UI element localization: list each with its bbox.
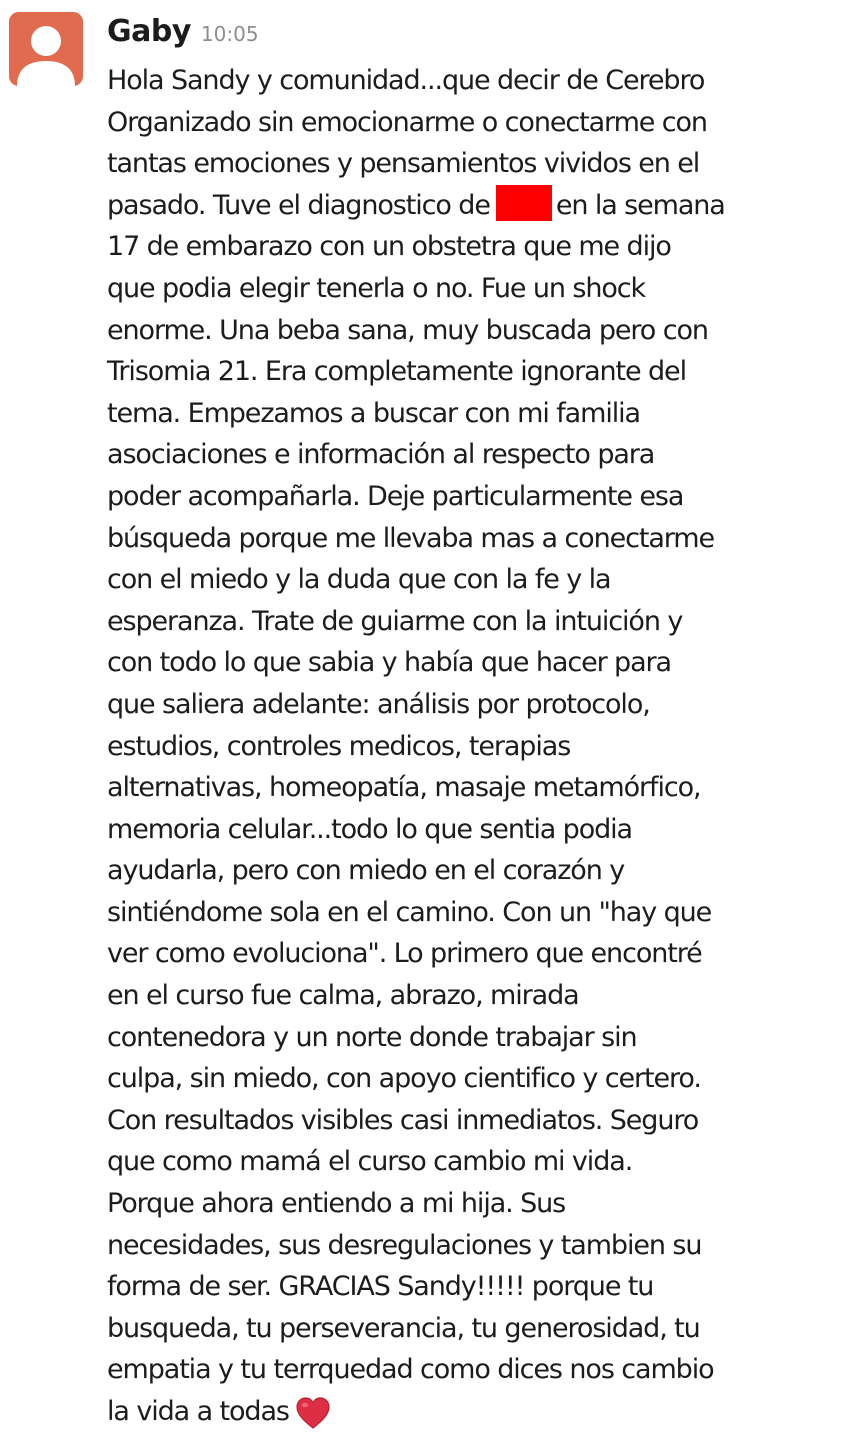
message-line: con el miedo y la duda que con la fe y la	[107, 564, 611, 596]
message-line: que como mamá el curso cambio mi vida.	[107, 1146, 633, 1178]
sender-name[interactable]: Gaby	[107, 14, 191, 49]
message-line: necesidades, sus desregulaciones y tambien su	[107, 1229, 702, 1261]
message-line: Organizado sin emocionarme o conectarme con	[107, 106, 707, 138]
message-line: enorme. Una beba sana, muy buscada pero con	[107, 314, 708, 346]
message-header	[107, 14, 259, 58]
message-line: empatia y tu terrquedad como dices nos cambio	[107, 1354, 714, 1386]
redaction-box	[496, 185, 552, 221]
message-line: ver como evoluciona". Lo primero que encontré	[107, 938, 702, 970]
message-line-redacted	[107, 185, 842, 227]
message-line: busqueda, tu perseverancia, tu generosidad, tu	[107, 1312, 700, 1344]
message-line: con todo lo que sabia y había que hacer para	[107, 647, 671, 679]
message-line: asociaciones e información al respecto para	[107, 439, 655, 471]
message-line: Trisomia 21. Era completamente ignorante del	[107, 356, 686, 388]
message-line: 17 de embarazo con un obstetra que me dijo	[107, 231, 671, 263]
message-line: sintiéndome sola en el camino. Con un "hay que	[107, 896, 712, 928]
message-line: tantas emociones y pensamientos vividos en el	[107, 148, 700, 180]
message-line: alternativas, homeopatía, masaje metamórfico,	[107, 772, 701, 804]
message-line: ayudarla, pero con miedo en el corazón y	[107, 855, 625, 887]
message-line: en el curso fue calma, abrazo, mirada	[107, 980, 579, 1012]
message-line-segment: pasado. Tuve el diagnostico de	[107, 189, 490, 221]
message-body	[107, 60, 842, 1433]
message-line: tema. Empezamos a buscar con mi familia	[107, 397, 640, 429]
message-line: memoria celular...todo lo que sentia podia	[107, 813, 632, 845]
message-line: Porque ahora entiendo a mi hija. Sus	[107, 1188, 566, 1220]
message-line: Con resultados visibles casi inmediatos. Seguro	[107, 1104, 699, 1136]
message-line: culpa, sin miedo, con apoyo cientifico y certero.	[107, 1063, 701, 1095]
message-line-last	[107, 1391, 842, 1433]
message-line: que saliera adelante: análisis por protocolo,	[107, 688, 650, 720]
message-line: forma de ser. GRACIAS Sandy!!!!! porque tu	[107, 1271, 654, 1303]
message-line: que podia elegir tenerla o no. Fue un shock	[107, 272, 646, 304]
avatar[interactable]	[9, 12, 83, 86]
default-user-avatar-icon	[9, 12, 83, 86]
message-line-segment: la vida a todas	[107, 1396, 289, 1427]
message-line: estudios, controles medicos, terapias	[107, 730, 571, 762]
message-line: Hola Sandy y comunidad...que decir de Cerebro	[107, 65, 705, 96]
message-line: esperanza. Trate de guiarme con la intuición y	[107, 605, 683, 637]
message-timestamp[interactable]: 10:05	[200, 22, 259, 46]
heart-emoji-icon	[295, 1396, 331, 1430]
message-line: búsqueda porque me llevaba mas a conectarme	[107, 522, 715, 554]
message-line-segment: en la semana	[555, 189, 725, 221]
message-line: poder acompañarla. Deje particularmente esa	[107, 480, 684, 512]
message-line: contenedora y un norte donde trabajar sin	[107, 1021, 637, 1053]
